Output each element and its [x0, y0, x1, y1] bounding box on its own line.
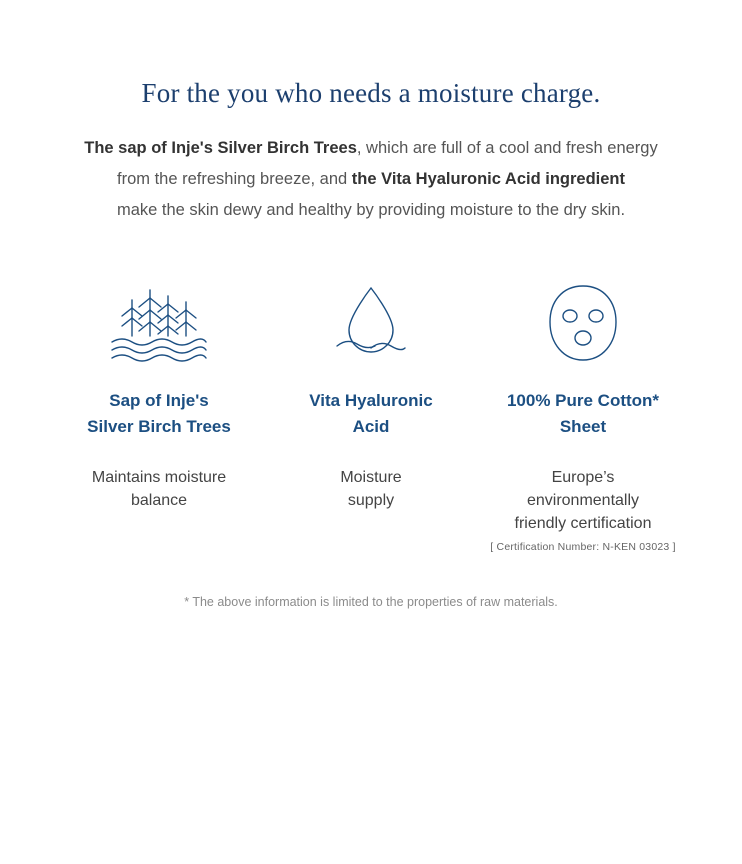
- feature-title-birch-sap: [61, 388, 257, 440]
- feature-title-line-2: Sheet: [559, 417, 607, 436]
- feature-title-line-2: Silver Birch Trees: [87, 417, 231, 436]
- intro-line-1-rest: , which are full of a cool and fresh energy: [356, 139, 658, 157]
- feature-title-line-1: Vita Hyaluronic: [309, 391, 433, 410]
- cotton-sheet-mask-icon: [485, 278, 681, 370]
- feature-desc-line-2: balance: [130, 492, 188, 509]
- feature-desc-line-2: environmentally: [526, 492, 640, 509]
- intro-line-2: [28, 164, 714, 195]
- feature-desc-cotton-sheet: [485, 466, 681, 535]
- intro-paragraph: [0, 133, 742, 226]
- intro-line-2-pre: from the refreshing breeze, and: [116, 170, 352, 188]
- intro-line-3: make the skin dewy and healthy by providing moisture to the dry skin.: [116, 201, 626, 219]
- feature-title-hyaluronic-acid: [273, 388, 469, 440]
- feature-desc-birch-sap: [61, 466, 257, 512]
- feature-desc-line-2: supply: [347, 492, 395, 509]
- feature-desc-line-1: Moisture: [340, 469, 402, 486]
- footnote: * The above information is limited to the properties of raw materials.: [184, 595, 558, 609]
- feature-desc-line-3: friendly certification: [514, 515, 652, 532]
- feature-desc-hyaluronic-acid: [273, 466, 469, 512]
- feature-title-cotton-sheet: [485, 388, 681, 440]
- feature-list: [0, 278, 742, 553]
- feature-title-line-1: Sap of Inje's: [109, 391, 209, 410]
- feature-title-line-1: 100% Pure Cotton*: [506, 391, 660, 410]
- product-detail-page: [0, 78, 742, 864]
- feature-desc-line-1: Europe’s: [551, 469, 615, 486]
- page-title: For the you who needs a moisture charge.: [141, 78, 601, 108]
- feature-item-birch-sap: [53, 278, 265, 512]
- feature-item-hyaluronic-acid: [265, 278, 477, 512]
- birch-trees-water-icon: [61, 278, 257, 370]
- intro-line-1: [28, 133, 714, 164]
- feature-title-line-2: Acid: [352, 417, 390, 436]
- water-droplet-icon: [273, 278, 469, 370]
- intro-line-2-strong: the Vita Hyaluronic Acid ingredient: [351, 170, 625, 188]
- feature-item-cotton-sheet: [477, 278, 689, 553]
- feature-desc-line-1: Maintains moisture: [91, 469, 227, 486]
- certification-number: [ Certification Number: N-KEN 03023 ]: [490, 541, 676, 553]
- intro-line-1-strong: The sap of Inje's Silver Birch Trees: [84, 139, 357, 157]
